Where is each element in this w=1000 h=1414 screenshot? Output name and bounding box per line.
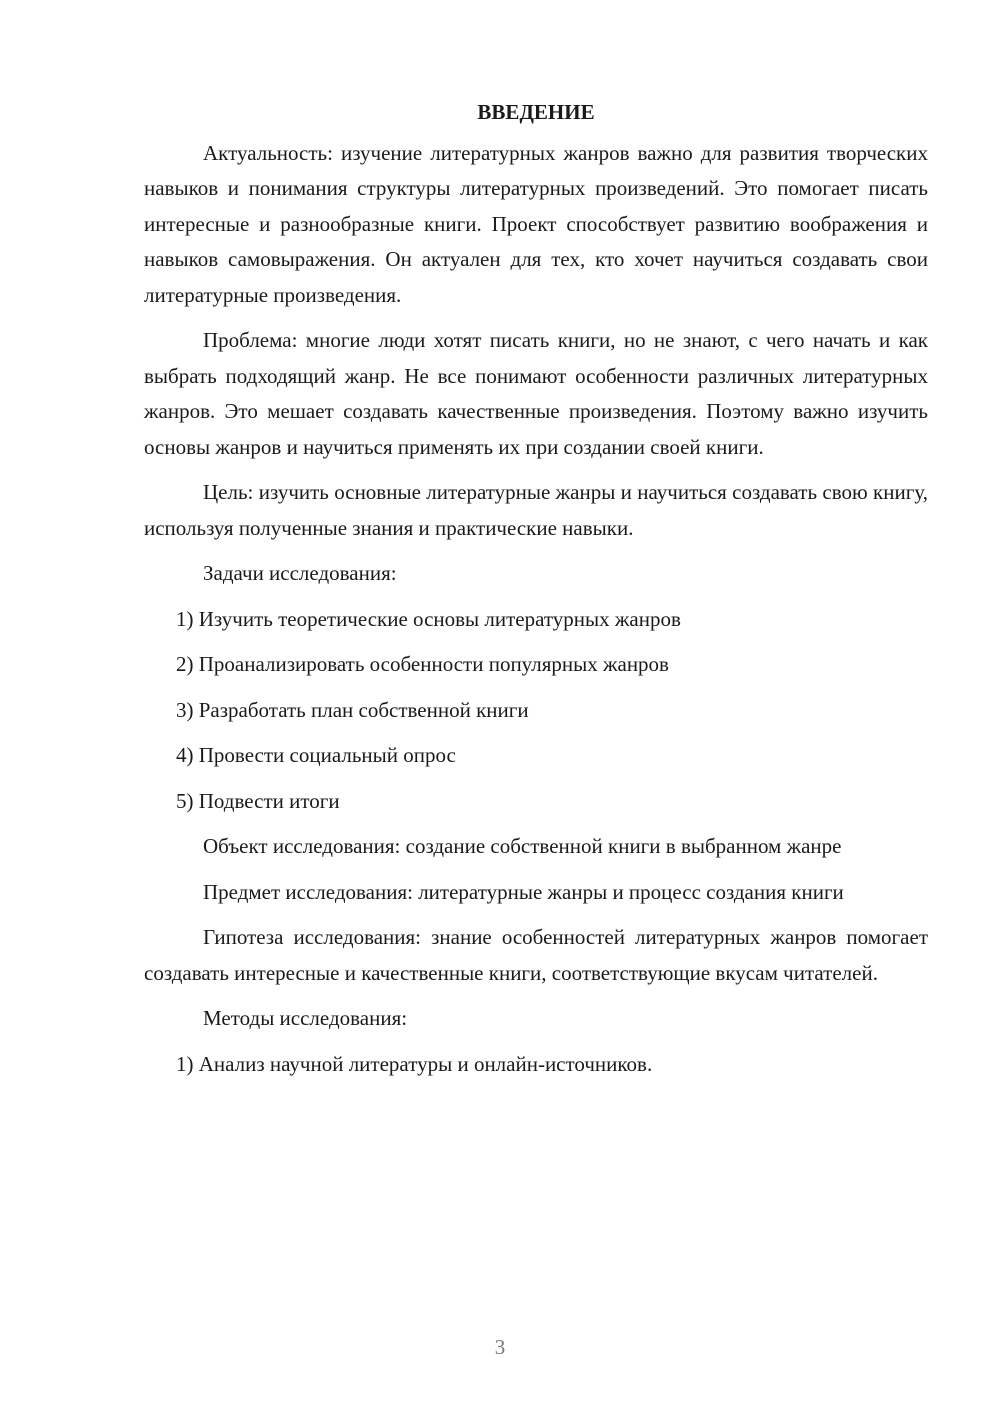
tasks-list: [144, 602, 928, 820]
list-item: 4) Провести социальный опрос: [176, 743, 456, 767]
paragraph-goal: Цель: изучить основные литературные жанры и научиться создавать свою книгу, используя полученные знания и практические навыки.: [144, 480, 928, 540]
list-item: 5) Подвести итоги: [176, 788, 340, 813]
document-page: [144, 95, 928, 1092]
paragraph-hypothesis: Гипотеза исследования: знание особенностей литературных жанров помогает создавать интересные и качественные книги, соответствующие вкусам читателей.: [144, 925, 928, 985]
methods-list: [144, 1047, 928, 1083]
tasks-heading: Задачи исследования:: [203, 561, 397, 585]
paragraph-problem: Проблема: многие люди хотят писать книги, но не знают, с чего начать и как выбрать подходящий жанр. Не все понимают особенности различных литературных жанров. Это мешает создавать качественные произведения. Поэтому важно изучить основы жанров и научиться применять их при создании своей книги.: [144, 328, 928, 459]
list-item: 1) Изучить теоретические основы литературных жанров: [176, 606, 681, 631]
paragraph-subject: Предмет исследования: литературные жанры и процесс создания книги: [203, 879, 844, 904]
section-title: ВВЕДЕНИЕ: [477, 100, 595, 124]
paragraph-object: Объект исследования: создание собственной книги в выбранном жанре: [203, 834, 842, 858]
page-number: 3: [494, 1335, 506, 1359]
list-item: 2) Проанализировать особенности популярных жанров: [176, 652, 669, 676]
list-item: 3) Разработать план собственной книги: [176, 697, 529, 722]
methods-heading: Методы исследования:: [203, 1006, 408, 1030]
list-item: 1) Анализ научной литературы и онлайн-источников.: [176, 1051, 653, 1076]
paragraph-relevance: Актуальность: изучение литературных жанров важно для развития творческих навыков и понимания структуры литературных произведений. Это помогает писать интересные и разнообразные книги. Проект способствует развитию воображения и навыков самовыражения. Он актуален для тех, кто хочет научиться создавать свои литературные произведения.: [144, 140, 928, 307]
